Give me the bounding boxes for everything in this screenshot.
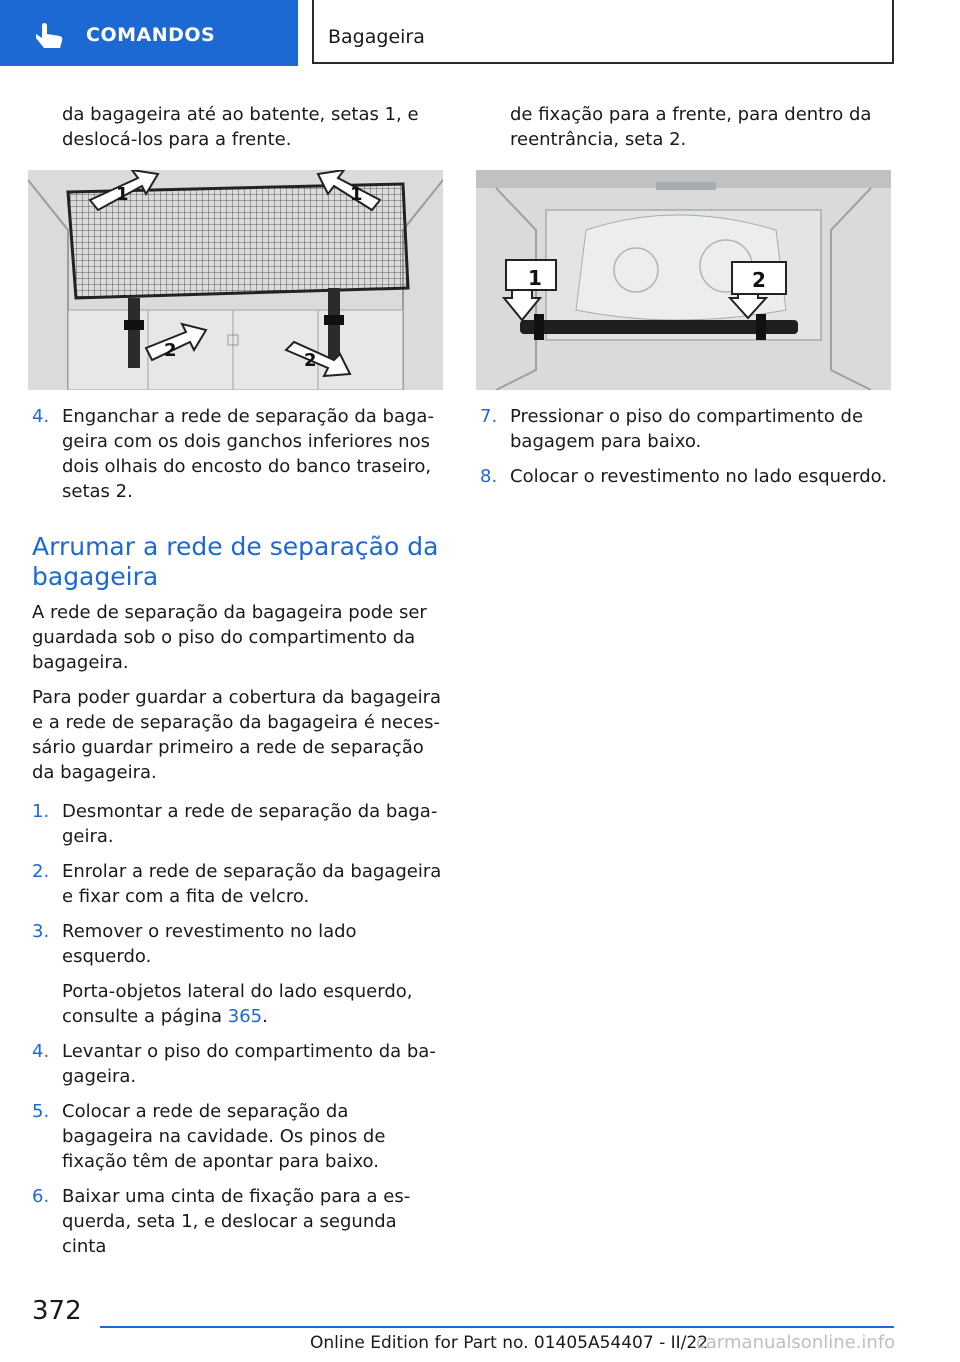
step-text: Desmontar a rede de separação da bagageira. [62,801,438,847]
note-text: Porta-objetos lateral do lado esquerdo, consulte a página [62,981,413,1027]
figure-storage-cavity [476,170,891,390]
figure-label: 2 [304,350,317,371]
section-heading: Arrumar a rede de separação da bagageira [32,532,439,591]
step-number: 1. [32,801,50,822]
step-number: 3. [32,921,50,942]
step-item [480,404,892,454]
figure-label: 1 [350,184,363,205]
section-tab[interactable] [0,0,298,66]
step-text: Enganchar a rede de separação da bagageira com os dois ganchos inferiores nos dois olhais do encosto do banco traseiro, setas 2. [62,406,434,502]
figure-luggage-net [28,170,443,390]
step-item [32,859,444,909]
step-number: 6. [32,1186,50,1207]
step-text: Colocar o revestimento no lado esquerdo. [510,466,888,487]
figure-label: 2 [164,340,177,361]
step-text: Enrolar a rede de separação da bagageira e fixar com a fita de velcro. [62,861,442,907]
left-intro-text: da bagageira até ao batente, setas 1, e deslocá-los para a frente. [62,104,419,150]
step-number: 4. [32,1041,50,1062]
hand-pointer-icon [32,20,66,50]
figure-label: 1 [116,184,129,205]
right-intro-text: de fixação para a frente, para dentro da reentrância, seta 2. [510,104,872,150]
right-column [480,404,892,489]
right-intro [510,102,894,152]
step-list [32,799,444,1259]
step-note [32,979,444,1029]
edition-note: Online Edition for Part no. 01405A54407 - II/22 [310,1333,709,1353]
step-text: Pressionar o piso do compartimento de bagagem para baixo. [510,406,864,452]
step-text: Levantar o piso do compartimento da bagageira. [62,1041,436,1087]
step-text: Baixar uma cinta de fixação para a esquerda, seta 1, e deslocar a segunda cinta [62,1186,411,1257]
left-column [32,404,444,1259]
section-label: COMANDOS [86,24,216,46]
step-item [32,1039,444,1089]
step-item [32,404,444,504]
paragraph: A rede de separação da bagageira pode ser guardada sob o piso do compartimento da bagageira. [32,602,427,673]
figure-label: 1 [528,266,542,290]
step-number: 2. [32,861,50,882]
step-number: 7. [480,406,498,427]
step-item [32,1184,444,1259]
step-number: 5. [32,1101,50,1122]
footer-divider [100,1326,894,1328]
chapter-label: Bagageira [328,26,425,48]
paragraph: Para poder guardar a cobertura da bagageira e a rede de separação da bagageira é necessário guardar primeiro a rede de separação da bagageira. [32,687,442,783]
chapter-tab[interactable] [312,0,894,64]
step-text: Remover o revestimento no lado esquerdo. [62,921,357,967]
page-number: 372 [32,1296,82,1326]
figure-label: 2 [752,268,766,292]
step-number: 4. [32,406,50,427]
step-item [32,1099,444,1174]
step-text: Colocar a rede de separação da bagageira na cavidade. Os pinos de fixação têm de apontar para baixo. [62,1101,386,1172]
page-link[interactable]: 365 [227,1006,263,1027]
step-item [480,464,892,489]
step-item [32,919,444,969]
watermark: carmanualsonline.info [696,1332,896,1353]
note-text: . [262,1006,268,1027]
step-item [32,799,444,849]
step-number: 8. [480,466,498,487]
left-intro [62,102,442,152]
